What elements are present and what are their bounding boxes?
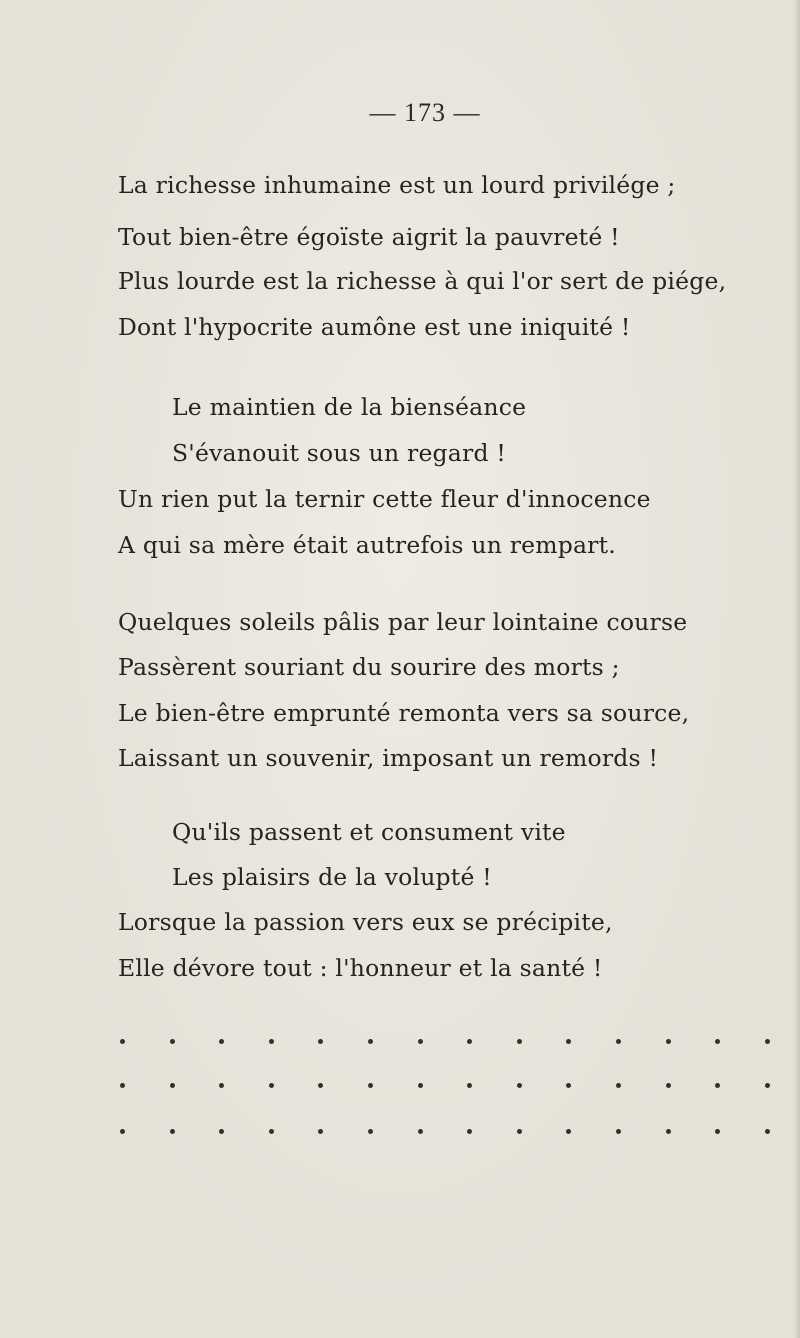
- ellipsis-dot: [219, 1129, 224, 1134]
- ellipsis-dot: [566, 1039, 571, 1044]
- verse-line: A qui sa mère était autrefois un rempart.: [118, 531, 616, 559]
- ellipsis-dot: [517, 1039, 522, 1044]
- ellipsis-dot: [517, 1129, 522, 1134]
- ellipsis-dot: [418, 1129, 423, 1134]
- ellipsis-dot: [318, 1129, 323, 1134]
- ellipsis-dot: [765, 1039, 770, 1044]
- ellipsis-dot: [566, 1083, 571, 1088]
- ellipsis-dot: [120, 1083, 125, 1088]
- verse-line: Elle dévore tout : l'honneur et la santé !: [118, 954, 603, 982]
- ellipsis-row: [120, 1126, 770, 1136]
- ellipsis-dot: [765, 1083, 770, 1088]
- page-number: — 173 —: [369, 98, 481, 127]
- ellipsis-dot: [517, 1083, 522, 1088]
- ellipsis-dot: [418, 1039, 423, 1044]
- ellipsis-row: [120, 1080, 770, 1090]
- verse-line: Quelques soleils pâlis par leur lointaine course: [118, 608, 688, 636]
- ellipsis-dot: [318, 1039, 323, 1044]
- ellipsis-dot: [467, 1129, 472, 1134]
- ellipsis-dot: [765, 1129, 770, 1134]
- verse-line: Plus lourde est la richesse à qui l'or sert de piége,: [118, 267, 727, 295]
- verse-line: Le maintien de la bienséance: [172, 393, 527, 421]
- ellipsis-dot: [666, 1083, 671, 1088]
- verse-line: Dont l'hypocrite aumône est une iniquité !: [118, 313, 631, 341]
- ellipsis-dot: [467, 1083, 472, 1088]
- verse-line: Laissant un souvenir, imposant un remords !: [118, 744, 659, 772]
- verse-line: Les plaisirs de la volupté !: [172, 863, 492, 891]
- ellipsis-dot: [418, 1083, 423, 1088]
- verse-line: Passèrent souriant du sourire des morts ;: [118, 653, 620, 681]
- ellipsis-dot: [368, 1083, 373, 1088]
- ellipsis-dot: [269, 1083, 274, 1088]
- ellipsis-dot: [219, 1083, 224, 1088]
- verse-line: La richesse inhumaine est un lourd privilége ;: [118, 171, 676, 199]
- ellipsis-dot: [170, 1083, 175, 1088]
- verse-line: Le bien-être emprunté remonta vers sa source,: [118, 699, 690, 727]
- ellipsis-dot: [666, 1039, 671, 1044]
- verse-line: Un rien put la ternir cette fleur d'innocence: [118, 485, 651, 513]
- ellipsis-dot: [269, 1129, 274, 1134]
- ellipsis-dot: [269, 1039, 274, 1044]
- ellipsis-dot: [219, 1039, 224, 1044]
- ellipsis-dot: [467, 1039, 472, 1044]
- ellipsis-dot: [616, 1039, 621, 1044]
- ellipsis-dot: [715, 1083, 720, 1088]
- verse-line: Tout bien-être égoïste aigrit la pauvreté !: [118, 223, 620, 251]
- ellipsis-dot: [666, 1129, 671, 1134]
- ellipsis-dot: [318, 1083, 323, 1088]
- ellipsis-dot: [120, 1039, 125, 1044]
- ellipsis-dot: [715, 1039, 720, 1044]
- ellipsis-dot: [616, 1083, 621, 1088]
- ellipsis-dot: [170, 1039, 175, 1044]
- ellipsis-dot: [368, 1039, 373, 1044]
- verse-line: Lorsque la passion vers eux se précipite,: [118, 908, 613, 936]
- ellipsis-dot: [368, 1129, 373, 1134]
- ellipsis-dot: [120, 1129, 125, 1134]
- ellipsis-dot: [170, 1129, 175, 1134]
- ellipsis-dot: [616, 1129, 621, 1134]
- ellipsis-dot: [566, 1129, 571, 1134]
- page-edge-shadow: [794, 0, 800, 1338]
- verse-line: Qu'ils passent et consument vite: [172, 818, 566, 846]
- verse-line: S'évanouit sous un regard !: [172, 439, 506, 467]
- ellipsis-dot: [715, 1129, 720, 1134]
- ellipsis-row: [120, 1036, 770, 1046]
